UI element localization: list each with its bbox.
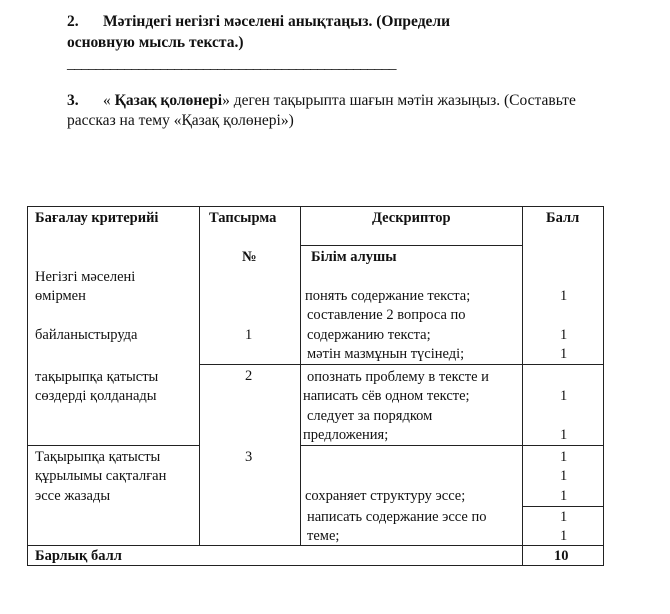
header-task-no: №: [242, 249, 257, 265]
row1-criteria-line3: байланыстыруда: [35, 327, 138, 343]
row1-criteria-line2: өмірмен: [35, 288, 86, 304]
row3-criteria-line2: құрылымы сақталған: [35, 468, 167, 484]
total-value: 10: [554, 548, 569, 564]
row1-task-number: 1: [245, 327, 253, 343]
question-3-text: « Қазақ қолөнері» деген тақырыпта шағын мәтін жазыңыз. (Составьте: [103, 92, 576, 109]
row1-score-3: 1: [560, 346, 568, 362]
header-task: Тапсырма: [209, 210, 277, 226]
row3-task-number: 3: [245, 449, 253, 465]
row3-descriptor-1: сохраняет структуру эссе;: [305, 488, 466, 504]
question-2-text: Мәтіндегі негізгі мәселені анықтаңыз. (Определи: [103, 13, 451, 30]
row1-criteria-line1: Негізгі мәселені: [35, 269, 136, 285]
row3-score-5: 1: [560, 528, 568, 544]
row3-criteria-line3: эссе жазады: [35, 488, 111, 504]
row1-score-1: 1: [560, 288, 568, 304]
total-label: Барлық балл: [35, 548, 122, 564]
row1-descriptor-3: мәтін мазмұнын түсінеді;: [307, 346, 465, 362]
row1-score-2: 1: [560, 327, 568, 343]
row3-score-1: 1: [560, 449, 568, 465]
header-score: Балл: [546, 210, 580, 226]
row2-criteria-line1: тақырыпқа қатысты: [35, 369, 159, 385]
question-2-text-line2: основную мысль текста.): [67, 34, 244, 51]
topic-title: Қазақ қолөнері: [114, 92, 223, 109]
header-descriptor: Дескриптор: [372, 210, 451, 226]
question-2-number: 2.: [67, 13, 79, 30]
question-3-number: 3.: [67, 92, 79, 109]
row2-descriptor-2b: предложения;: [303, 427, 389, 443]
row2-criteria-line2: сөздерді қолданады: [35, 388, 157, 404]
answer-line: ______________________________________________: [67, 55, 396, 72]
row3-score-4: 1: [560, 509, 568, 525]
row1-descriptor-2b: содержанию текста;: [307, 327, 431, 343]
row2-descriptor-1a: опознать проблему в тексте и: [307, 369, 489, 385]
header-learner: Білім алушы: [311, 249, 397, 265]
row2-score-1: 1: [560, 388, 568, 404]
row1-descriptor-2a: составление 2 вопроса по: [307, 307, 466, 323]
row2-descriptor-2a: следует за порядком: [307, 408, 433, 424]
row3-score-3: 1: [560, 488, 568, 504]
row3-descriptor-2a: написать содержание эссе по: [307, 509, 487, 525]
row2-descriptor-1b: написать сёв одном тексте;: [303, 388, 470, 404]
row3-criteria-line1: Тақырыпқа қатысты: [35, 449, 161, 465]
row3-score-2: 1: [560, 468, 568, 484]
row2-score-2: 1: [560, 427, 568, 443]
row2-task-number: 2: [245, 368, 253, 384]
header-criteria: Бағалау критерийі: [35, 210, 159, 226]
question-3-text-line2: рассказ на тему «Қазақ қолөнері»): [67, 112, 294, 129]
row1-descriptor-1: понять содержание текста;: [305, 288, 471, 304]
row3-descriptor-2b: теме;: [307, 528, 340, 544]
